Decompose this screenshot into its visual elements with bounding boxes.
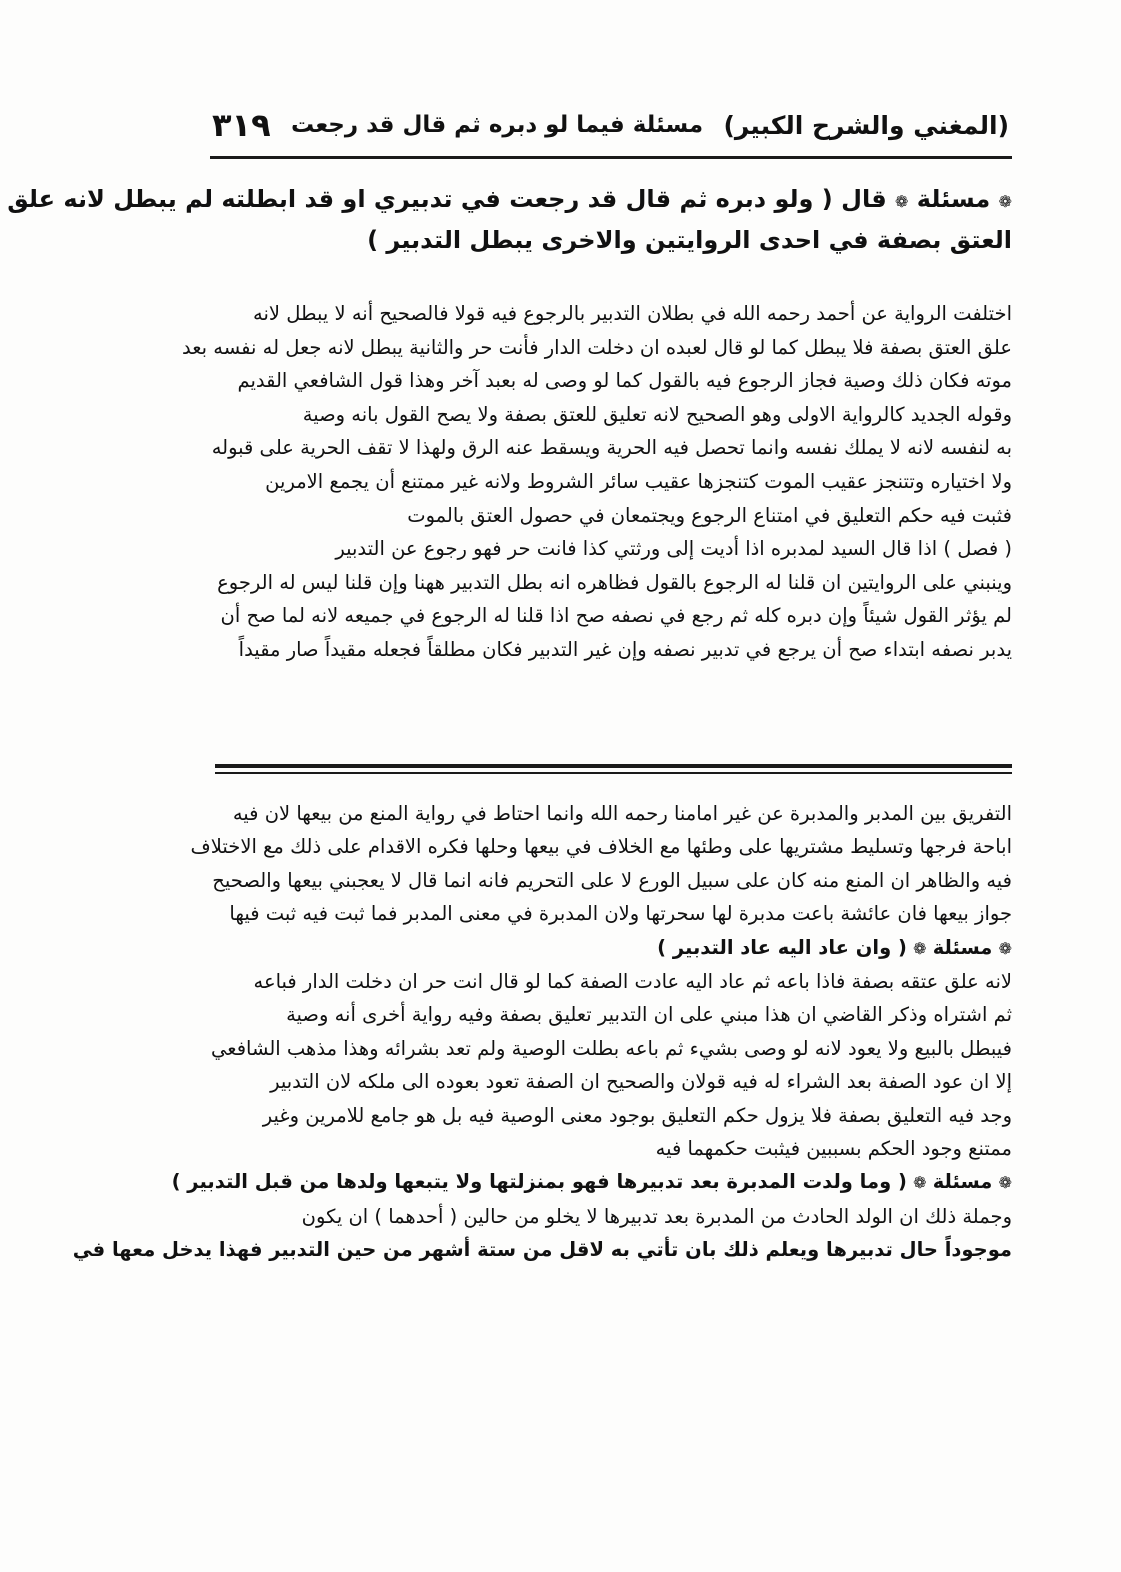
page-number: ٣١٩ [212,106,271,144]
section-title: مسئلة فيما لو دبره ثم قال قد رجعت [290,112,704,138]
body-line: يدبر نصفه ابتداء صح أن يرجع في تدبير نصفه وإن غير التدبير فكان مطلقاً فجعله مقيداً صار مقيداً [238,637,1012,661]
ornament-open-icon: ❁ [998,192,1012,211]
body-line: ( فصل ) اذا قال السيد لمدبره اذا أديت إلى ورثتي كذا فانت حر فهو رجوع عن التدبير [335,537,1012,561]
ornament-icon: ❁ [998,938,1012,958]
main-masala [7,180,1012,259]
masala-2-label: مسئلة [932,935,993,959]
header-rule [210,156,1012,159]
lower-line: لانه علق عتقه بصفة فاذا باعه ثم عاد اليه عادت الصفة كما لو قال انت حر ان دخلت الدار فباعه [253,970,1012,994]
body-line: لم يؤثر القول شيئاً وإن دبره كله ثم رجع في نصفه صح اذا قلنا له الرجوع في جميعه لانه لما صح أن [220,604,1012,628]
lower-line: ممتنع وجود الحكم بسببين فيثبت حكمهما فيه [655,1137,1012,1161]
lower-line: وجملة ذلك ان الولد الحادث من المدبرة بعد تدبيرها لا يخلو من حالين ( أحدهما ) ان يكون [301,1204,1012,1228]
body-line: ولا اختياره وتتنجز عقيب الموت كتنجزها عقيب سائر الشروط ولانه غير ممتنع أن يجمع الامرين [265,469,1012,493]
lower-line: موجوداً حال تدبيرها ويعلم ذلك بان تأتي به لاقل من ستة أشهر من حين التدبير فهذا يدخل معها في [72,1238,1012,1262]
ornament-icon: ❁ [913,1173,927,1193]
lower-line: التفريق بين المدبر والمدبرة عن غير امامنا رحمه الله وانما احتاط في رواية المنع من بيعها لان فيه [232,802,1012,825]
lower-line: فيبطل بالبيع ولا يعود لانه لو وصى بشيء ثم باعه بطلت الوصية ولم تعد بشرائه وهذا مذهب الشافعي [211,1036,1012,1060]
book-title: (المغني والشرح الكبير) [723,110,1009,140]
masala-3-text: ( وما ولدت المدبرة بعد تدبيرها فهو بمنزلتها ولا يتبعها ولدها من قبل التدبير ) [171,1170,907,1194]
masala-text-line: العتق بصفة في احدى الروايتين والاخرى يبطل التدبير ) [367,226,1012,254]
lower-line: إلا ان عود الصفة بعد الشراء له فيه قولان والصحيح ان الصفة تعود بعوده الى ملكه لان التدبير [270,1070,1012,1094]
lower-line: وجد فيه التعليق بصفة فلا يزول حكم التعليق بوجود معنى الوصية فيه بل هو جامع للامرين وغير [262,1103,1012,1127]
lower-line: فيه والظاهر ان المنع منه كان على سبيل الورع لا على التحريم فانه انما قال لا يعجبني بيعها والصحيح [212,868,1012,892]
masala-text-line: قال ( ولو دبره ثم قال قد رجعت في تدبيري او قد ابطلته لم يبطل لانه علق [7,185,887,213]
lower-line: ثم اشتراه وذكر القاضي ان هذا مبني على ان التدبير تعليق بصفة وفيه رواية أخرى أنه وصية [286,1003,1012,1027]
lower-body [72,797,1012,1267]
divider-thick-rule [215,764,1012,768]
main-body [182,297,1012,667]
masala-2-line [215,931,1012,965]
ornament-icon: ❁ [998,1173,1012,1193]
masala-label: مسئلة [916,185,991,213]
lower-line: اباحة فرجها وتسليط مشتريها على وطئها مع الخلاف في بيعها وحلها فكره الاقدام على ذلك مع الاختلاف [190,835,1012,859]
body-line: موته فكان ذلك وصية فجاز الرجوع فيه بالقول كما لو وصى له بعبد آخر وهذا قول الشافعي القديم [237,369,1012,393]
body-line: وينبني على الروايتين ان قلنا له الرجوع بالقول فظاهره انه بطل التدبير ههنا وإن قلنا ليس له الرجوع [217,570,1012,594]
masala-2-text: ( وان عاد اليه عاد التدبير ) [657,935,907,959]
ornament-close-icon: ❁ [895,192,909,211]
section-divider [215,764,1012,774]
page-header [212,100,1009,150]
body-line: وقوله الجديد كالرواية الاولى وهو الصحيح لانه تعليق للعتق بصفة ولا يصح القول بانه وصية [302,402,1012,426]
main-masala-line [7,180,1012,221]
body-line: علق العتق بصفة فلا يبطل كما لو قال لعبده ان دخلت الدار فأنت حر والثانية يبطل لانه جعل له نفسه بعد [182,335,1012,359]
masala-3-label: مسئلة [932,1170,993,1194]
body-line: به لنفسه لانه لا يملك نفسه وانما تحصل فيه الحرية ويسقط عنه الرق ولهذا لا تقف الحرية على قبوله [211,436,1012,460]
lower-line: جواز بيعها فان عائشة باعت مدبرة لها سحرتها ولان المدبرة في معنى المدبر فما ثبت فيه ثبت فيها [229,902,1012,926]
ornament-icon: ❁ [913,938,927,958]
body-line: فثبت فيه حكم التعليق في امتناع الرجوع ويجتمعان في حصول العتق بالموت [407,503,1012,527]
body-line: اختلفت الرواية عن أحمد رحمه الله في بطلان التدبير بالرجوع فيه قولا فالصحيح أنه لا يبطل لانه [253,302,1012,325]
divider-thin-rule [215,772,1012,774]
masala-3-line [171,1165,1012,1199]
